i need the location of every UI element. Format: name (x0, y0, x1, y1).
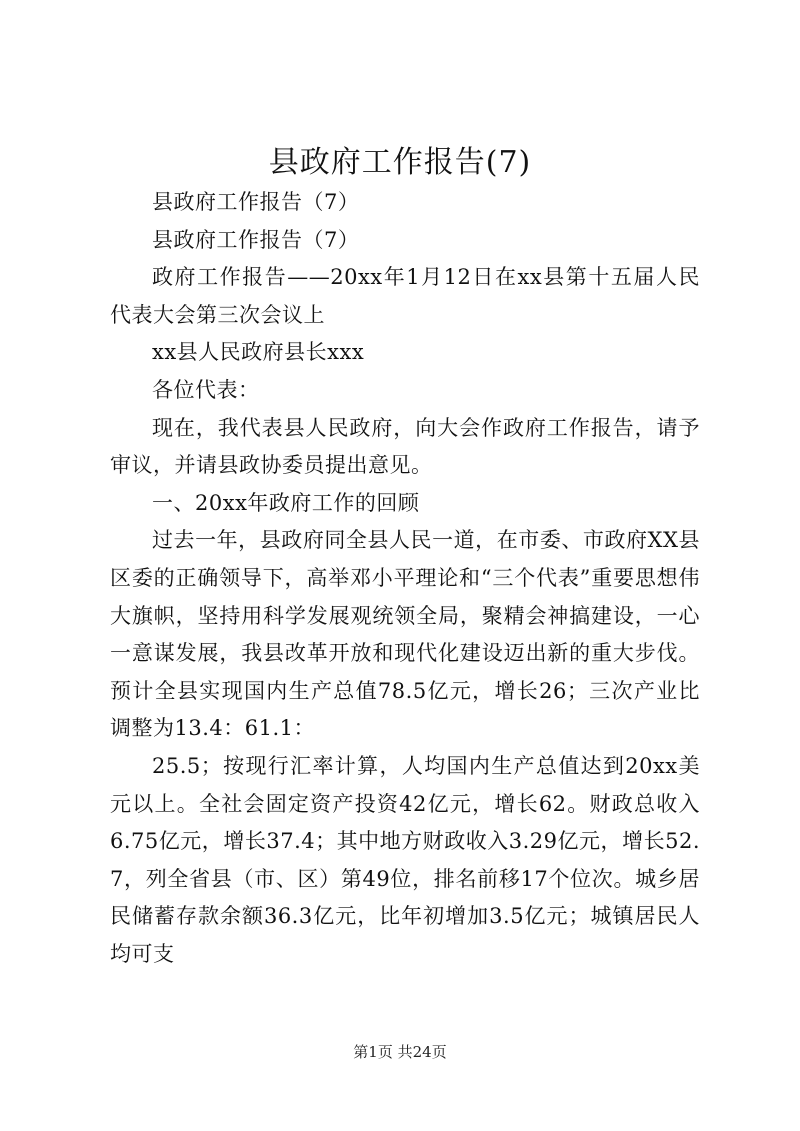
paragraph-opening: 现在，我代表县人民政府，向大会作政府工作报告，请予审议，并请县政协委员提出意见。 (110, 415, 700, 478)
paragraph-review: 过去一年，县政府同全县人民一道，在市委、市政府XX县区委的正确领导下，高举邓小平理论和“三个代表”重要思想伟大旗帜，坚持用科学发展观统领全局，聚精会神搞建设，一心一意谋发展，我县改革开放和现代化建设迈出新的重大步伐。预计全县实现国内生产总值78.5亿元，增长26；三次产业比调整为13.4：61.1： (110, 528, 700, 741)
document-title: 县政府工作报告(7) (268, 145, 532, 180)
section-heading: 一、20xx年政府工作的回顾 (152, 490, 420, 515)
page-footer: 第1页 共24页 (353, 1043, 447, 1061)
paragraph-meeting-info: 政府工作报告——20xx年1月12日在xx县第十五届人民代表大会第三次会议上 (110, 265, 700, 327)
paragraph-subtitle-1: 县政府工作报告（7） (152, 190, 360, 214)
paragraph-statistics: 25.5；按现行汇率计算，人均国内生产总值达到20xx美元以上。全社会固定资产投资42亿元，增长62。财政总收入6.75亿元，增长37.4；其中地方财政收入3.29亿元，增长52.7，列全省县（市、区）第49位，排名前移17个位次。城乡居民储蓄存款余额36.3亿元，比年初增加3.5亿元；城镇居民人均可支 (110, 753, 700, 966)
paragraph-speaker: xx县人民政府县长xxx (152, 340, 365, 365)
paragraph-subtitle-2: 县政府工作报告（7） (152, 227, 360, 252)
document-body (110, 184, 700, 973)
paragraph-salutation: 各位代表： (152, 377, 260, 402)
